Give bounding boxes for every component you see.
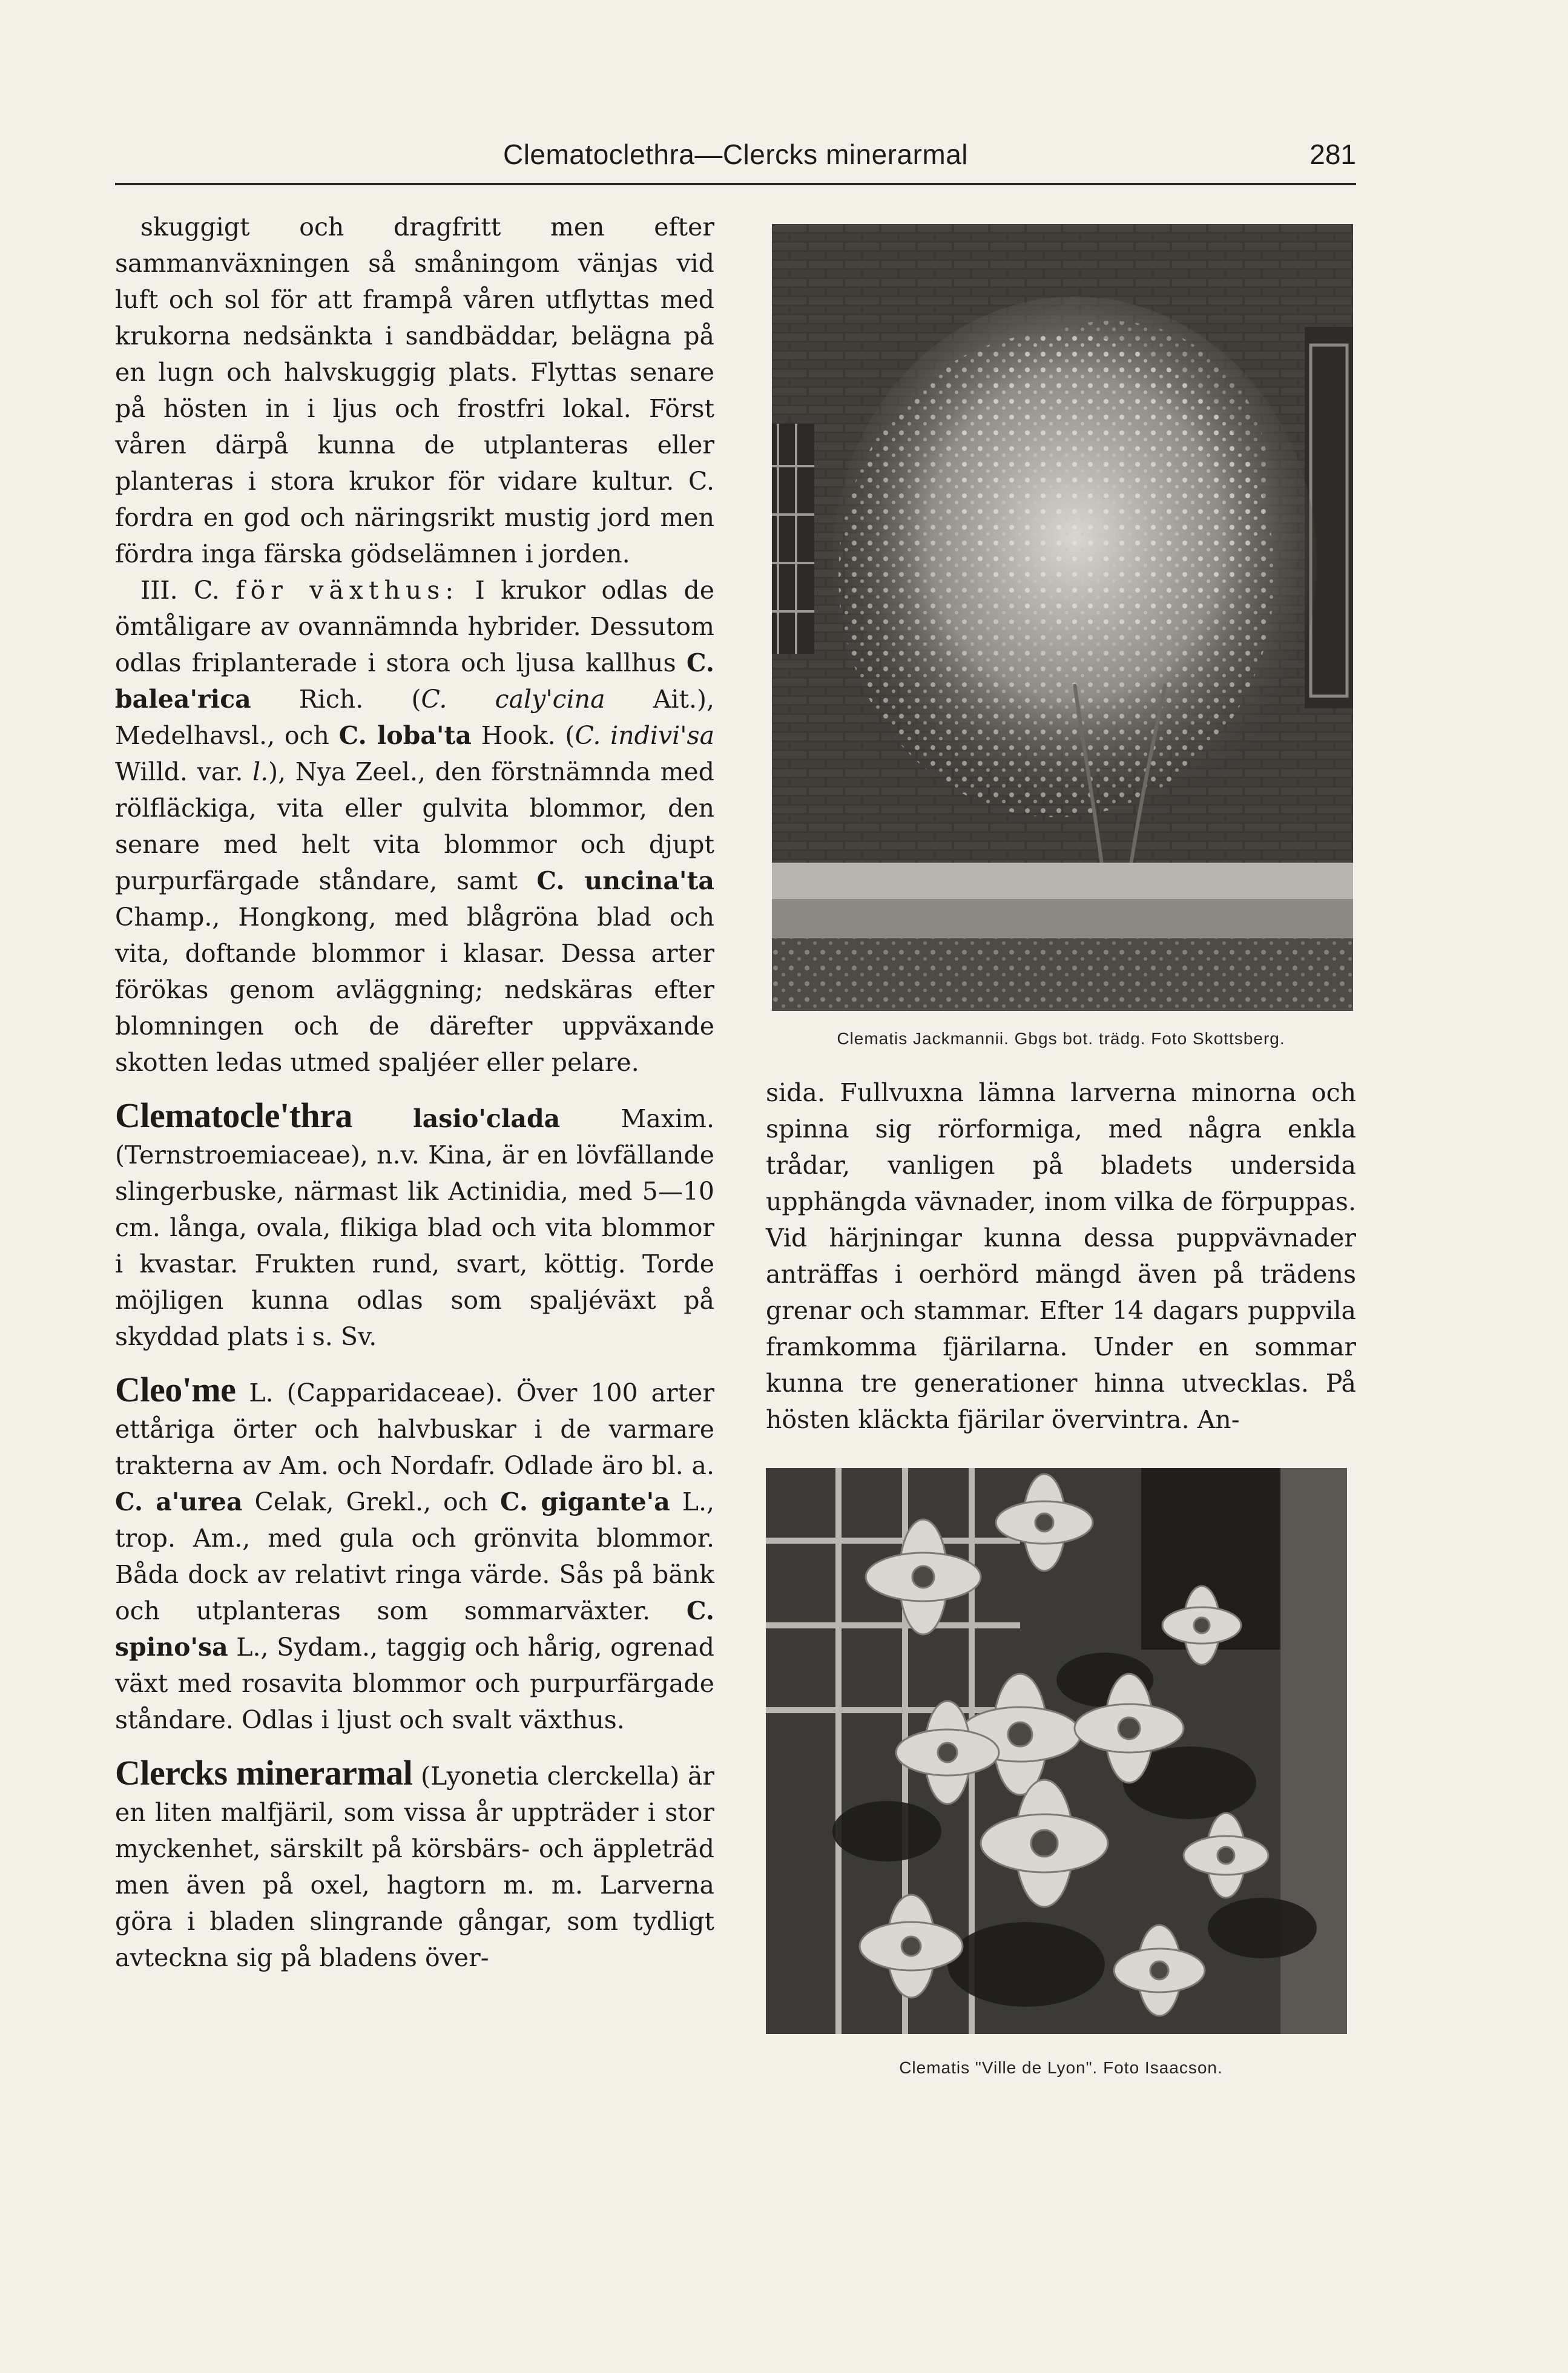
species-name: C. balea'rica	[115, 648, 714, 714]
entry-lemma: Clematocle'thra	[115, 1096, 352, 1135]
clematis-ville-de-lyon-photo	[766, 1468, 1347, 2034]
text-run: Ait.), Medelhavsl., och	[115, 685, 715, 750]
clematis-jackmannii-photo	[772, 224, 1353, 1011]
entry-cleome	[115, 1372, 714, 1738]
text-run: Hook. (	[471, 721, 575, 750]
text-run: (Lyonetia clerckella) är en liten malfjäril, som vissa år uppträder i stor myckenhet, särskilt på körsbärs- och äppleträd men även på oxel, hagtorn m. m. Larverna göra i bladen slingrande gångar, som tydligt avteckna sig på bladens över-	[115, 1762, 714, 1972]
text-run: L., Sydam., taggig och hårig, ogrenad växt med rosavita blommor och purpurfärgade ståndare. Odlas i ljust och svalt växthus.	[115, 1633, 714, 1734]
text-run: ), Nya Zeel., den förstnämnda med rölfläckiga, vita eller gulvita blommor, den senare med helt vita blommor och djupt purpurfärgade ståndare, samt	[115, 757, 715, 895]
page-number: 281	[1309, 139, 1356, 170]
left-column	[115, 209, 714, 1976]
header-rule	[115, 183, 1356, 185]
species-name: C. gigante'a	[500, 1487, 670, 1516]
continuation-paragraph: sida. Fullvuxna lämna larverna minorna och spinna sig rörformiga, med några enkla trådar, vanligen på bladets undersida upphängda vävnader, inom vilka de förpuppas. Vid härjningar kunna dessa puppvävnader anträffas i oerhörd mängd även på trädens grenar och stammar. Efter 14 dagars puppvila framkomma fjärilarna. Under en sommar kunna tre generationer hinna utvecklas. På hösten kläckta fjärilar övervintra. An-	[766, 1078, 1356, 1434]
species-name: lasio'clada	[413, 1104, 561, 1133]
running-head	[115, 133, 1356, 176]
synonym-name: l.	[252, 757, 269, 786]
running-head-title: Clematoclethra—Clercks minerarmal	[502, 139, 969, 170]
text-run: Rich. (	[251, 685, 421, 714]
entry-lemma: Cleo'me	[115, 1370, 236, 1409]
continuation-paragraph: skuggigt och dragfritt men efter sammanväxningen så småningom vänjas vid luft och sol för att frampå våren utflyttas med krukorna nedsänkta i sandbäddar, belägna på en lugn och halvskuggig plats. Flyttas senare på hösten in i ljus och frostfri lokal. Först våren därpå kunna de utplanteras eller planteras i stora krukor för vidare kultur. C. fordra en god och näringsrikt mustig jord men fördra inga färska gödselämnen i jorden.	[115, 212, 714, 568]
text-run: L., trop. Am., med gula och grönvita blommor. Båda dock av relativt ringa värde. Sås på bänk och utplanteras som sommarväxter.	[115, 1487, 715, 1625]
text-run: Champ., Hongkong, med blågröna blad och vita, doftande blommor i klasar. Dessa arter förökas genom avläggning; nedskäras efter blomningen och de därefter uppväxande skotten ledas utmed spaljéer eller pelare.	[115, 903, 714, 1077]
species-name: C. spino'sa	[115, 1596, 714, 1662]
entry-clercks-minerarmal	[115, 1755, 714, 1976]
figure-caption: Clematis "Ville de Lyon". Foto Isaacson.	[899, 2058, 1223, 2077]
figure-caption: Clematis Jackmannii. Gbgs bot. trädg. Foto Skottsberg.	[837, 1029, 1285, 1048]
photo-illustration	[772, 224, 1353, 1011]
section-spaced-heading: för växthus:	[236, 576, 460, 605]
text-run: Celak, Grekl., och	[242, 1487, 501, 1516]
text-run: L. (Capparidaceae). Över 100 arter ettåriga örter och halvbuskar i de varmare trakterna av Am. och Nordafr. Odlade äro bl. a.	[115, 1378, 714, 1480]
species-name: C. loba'ta	[338, 721, 472, 750]
text-run: I krukor odlas de ömtåligare av ovannämnda hybrider. Dessutom odlas friplanterade i stora och ljusa kallhus	[115, 576, 714, 677]
species-name: C. a'urea	[115, 1487, 243, 1516]
entry-lemma: Clercks minerarmal	[115, 1753, 413, 1792]
text-run: Willd. var.	[115, 757, 252, 786]
synonym-name: C. caly'cina	[421, 685, 605, 714]
entry-clematoclethra	[115, 1098, 714, 1355]
synonym-name: C. indivi'sa	[575, 721, 715, 750]
text-run: Maxim. (Ternstroemiaceae), n.v. Kina, är en lövfällande slingerbuske, närmast lik Actinidia, med 5—10 cm. långa, ovala, flikiga blad och vita blommor i kvastar. Frukten rund, svart, köttig. Torde möjligen kunna odlas som spaljéväxt på skyddad plats i s. Sv.	[115, 1104, 714, 1351]
section-three-paragraph	[115, 572, 714, 1081]
right-column	[766, 1075, 1356, 1438]
species-name: C. uncina'ta	[536, 866, 714, 895]
photo-illustration	[766, 1468, 1347, 2034]
section-lead: III. C.	[140, 576, 220, 605]
